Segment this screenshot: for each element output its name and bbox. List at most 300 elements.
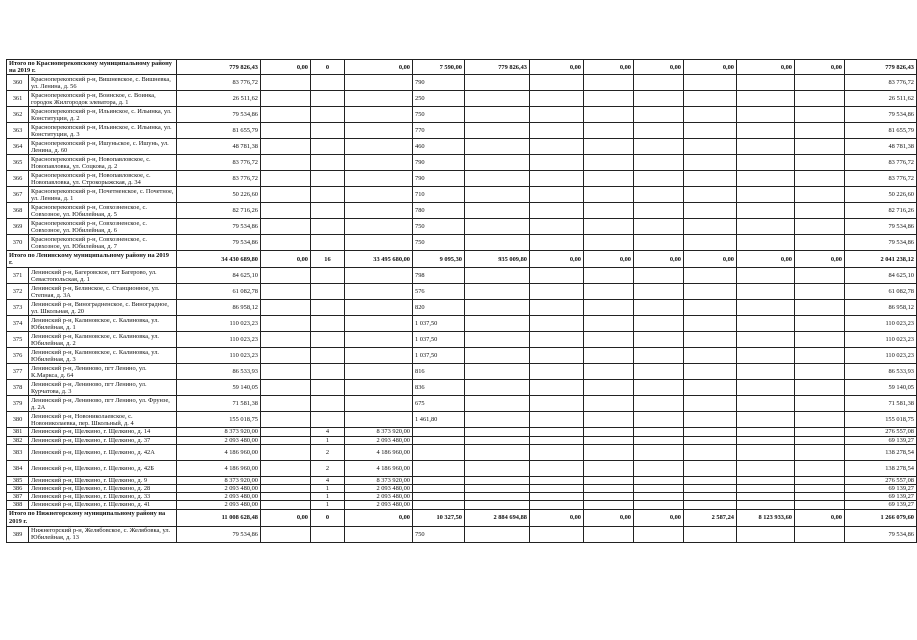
cell-c1: 4 186 960,00 [177, 460, 261, 476]
row-number: 389 [7, 526, 29, 542]
cell-c13: 83 776,72 [845, 155, 917, 171]
cell-c6 [465, 364, 530, 380]
row-number: 385 [7, 476, 29, 484]
cell-c10 [684, 203, 737, 219]
cell-c7 [530, 235, 584, 251]
cell-c13: 69 139,27 [845, 493, 917, 501]
cell-c9 [634, 444, 684, 460]
cell-c13: 79 534,86 [845, 235, 917, 251]
cell-c7 [530, 268, 584, 284]
cell-c2 [261, 75, 311, 91]
address-cell: Ленинский р-н, Калиновское, с. Калиновка, ул. Юбилейная, д. 1 [29, 316, 177, 332]
cell-c4 [345, 332, 413, 348]
address-cell: Ленинский р-н, Белинское, с. Станционное, ул. Степная, д. 3А [29, 284, 177, 300]
cell-c12 [795, 316, 845, 332]
cell-c2 [261, 444, 311, 460]
cell-c6 [465, 476, 530, 484]
address-cell: Ленинский р-н, Щелкино, г. Щелкино, д. 28 [29, 485, 177, 493]
cell-c8 [584, 284, 634, 300]
cell-c3 [311, 107, 345, 123]
cell-c12: 0,00 [795, 60, 845, 75]
cell-c8 [584, 235, 634, 251]
cell-c3: 1 [311, 436, 345, 444]
cell-c7 [530, 476, 584, 484]
table-row [7, 219, 917, 235]
cell-c9 [634, 187, 684, 203]
address-cell: Ленинский р-н, Щелкино, г. Щелкино, д. 9 [29, 476, 177, 484]
cell-c10 [684, 332, 737, 348]
cell-c11 [737, 123, 795, 139]
row-number: 371 [7, 268, 29, 284]
cell-c6 [465, 300, 530, 316]
cell-c3 [311, 316, 345, 332]
cell-c3 [311, 171, 345, 187]
cell-c1: 4 186 960,00 [177, 444, 261, 460]
cell-c8 [584, 493, 634, 501]
table-row [7, 235, 917, 251]
cell-c13: 779 826,43 [845, 60, 917, 75]
cell-c7 [530, 107, 584, 123]
cell-c4 [345, 364, 413, 380]
cell-c4: 2 093 480,00 [345, 436, 413, 444]
table-row [7, 501, 917, 509]
cell-c4 [345, 316, 413, 332]
total-row [7, 251, 917, 268]
cell-c9 [634, 139, 684, 155]
cell-c11 [737, 155, 795, 171]
cell-c3 [311, 332, 345, 348]
cell-c1: 50 226,60 [177, 187, 261, 203]
cell-c12: 0,00 [795, 509, 845, 526]
cell-c13: 69 139,27 [845, 436, 917, 444]
cell-c3 [311, 284, 345, 300]
cell-c5: 770 [413, 123, 465, 139]
cell-c11 [737, 436, 795, 444]
cell-c5: 7 590,00 [413, 60, 465, 75]
cell-c12 [795, 364, 845, 380]
cell-c4 [345, 235, 413, 251]
cell-c8 [584, 348, 634, 364]
cell-c12 [795, 171, 845, 187]
cell-c7 [530, 485, 584, 493]
cell-c2 [261, 460, 311, 476]
cell-c3: 0 [311, 60, 345, 75]
cell-c9 [634, 107, 684, 123]
table-row [7, 428, 917, 436]
table-row [7, 348, 917, 364]
row-number: 369 [7, 219, 29, 235]
cell-c10 [684, 300, 737, 316]
address-cell: Ленинский р-н, Щелкино, г. Щелкино, д. 41 [29, 501, 177, 509]
cell-c10 [684, 268, 737, 284]
table-row [7, 364, 917, 380]
cell-c6 [465, 203, 530, 219]
cell-c9 [634, 268, 684, 284]
cell-c4 [345, 380, 413, 396]
address-cell: Ленинский р-н, Щелкино, г. Щелкино, д. 37 [29, 436, 177, 444]
cell-c3: 2 [311, 460, 345, 476]
table-row [7, 485, 917, 493]
cell-c3 [311, 300, 345, 316]
cell-c1: 61 082,78 [177, 284, 261, 300]
cell-c10 [684, 364, 737, 380]
cell-c3 [311, 526, 345, 542]
cell-c11 [737, 348, 795, 364]
cell-c5: 836 [413, 380, 465, 396]
cell-c9 [634, 412, 684, 428]
cell-c8 [584, 123, 634, 139]
cell-c1: 83 776,72 [177, 155, 261, 171]
cell-c10 [684, 444, 737, 460]
address-cell: Красноперекопский р-н, Совхозненское, с. Совхозное, ул. Юбилейная, д. 7 [29, 235, 177, 251]
cell-c9 [634, 75, 684, 91]
cell-c6 [465, 284, 530, 300]
cell-c9 [634, 460, 684, 476]
cell-c5: 798 [413, 268, 465, 284]
cell-c9: 0,00 [634, 509, 684, 526]
cell-c13: 61 082,78 [845, 284, 917, 300]
row-number: 381 [7, 428, 29, 436]
cell-c8 [584, 444, 634, 460]
cell-c6 [465, 91, 530, 107]
cell-c13: 110 023,23 [845, 332, 917, 348]
cell-c12 [795, 476, 845, 484]
cell-c2 [261, 107, 311, 123]
cell-c2 [261, 219, 311, 235]
cell-c12 [795, 107, 845, 123]
cell-c10 [684, 235, 737, 251]
cell-c13: 69 139,27 [845, 501, 917, 509]
cell-c2 [261, 364, 311, 380]
cell-c12 [795, 526, 845, 542]
row-number: 376 [7, 348, 29, 364]
cell-c13: 83 776,72 [845, 75, 917, 91]
cell-c12 [795, 332, 845, 348]
cell-c10 [684, 75, 737, 91]
cell-c12 [795, 235, 845, 251]
cell-c5: 9 095,30 [413, 251, 465, 268]
row-number: 380 [7, 412, 29, 428]
address-cell: Красноперекопский р-н, Совхозненское, с. Совхозное, ул. Юбилейная, д. 5 [29, 203, 177, 219]
cell-c13: 276 557,08 [845, 476, 917, 484]
cell-c5: 1 037,50 [413, 348, 465, 364]
cell-c11 [737, 485, 795, 493]
cell-c2: 0,00 [261, 251, 311, 268]
cell-c2 [261, 300, 311, 316]
cell-c7 [530, 348, 584, 364]
cell-c6 [465, 107, 530, 123]
cell-c3 [311, 412, 345, 428]
cell-c1: 79 534,86 [177, 219, 261, 235]
cell-c7 [530, 501, 584, 509]
cell-c12 [795, 187, 845, 203]
cell-c7 [530, 444, 584, 460]
cell-c2 [261, 485, 311, 493]
cell-c6: 779 826,43 [465, 60, 530, 75]
address-cell: Ленинский р-н, Виноградненское, с. Виноградное, ул. Школьная, д. 20 [29, 300, 177, 316]
cell-c13: 84 625,10 [845, 268, 917, 284]
cell-c11 [737, 501, 795, 509]
cell-c13: 79 534,86 [845, 219, 917, 235]
cell-c6: 935 009,80 [465, 251, 530, 268]
cell-c6 [465, 187, 530, 203]
address-cell: Ленинский р-н, Калиновское, с. Калиновка, ул. Юбилейная, д. 2 [29, 332, 177, 348]
address-cell: Красноперекопский р-н, Ишуньское, с. Ишунь, ул. Ленина, д. 60 [29, 139, 177, 155]
cell-c10: 0,00 [684, 251, 737, 268]
cell-c12 [795, 436, 845, 444]
cell-c3: 1 [311, 493, 345, 501]
address-cell: Красноперекопский р-н, Ильинское, с. Ильинка, ул. Конституции, д. 2 [29, 107, 177, 123]
cell-c12: 0,00 [795, 251, 845, 268]
cell-c2 [261, 348, 311, 364]
cell-c4 [345, 75, 413, 91]
cell-c9 [634, 235, 684, 251]
table-row [7, 123, 917, 139]
cell-c8 [584, 332, 634, 348]
row-number: 370 [7, 235, 29, 251]
address-cell: Ленинский р-н, Калиновское, с. Калиновка, ул. Юбилейная, д. 3 [29, 348, 177, 364]
cell-c9 [634, 493, 684, 501]
cell-c2 [261, 139, 311, 155]
cell-c6: 2 884 694,88 [465, 509, 530, 526]
cell-c2 [261, 380, 311, 396]
cell-c7 [530, 187, 584, 203]
cell-c4 [345, 123, 413, 139]
table-row [7, 268, 917, 284]
cell-c12 [795, 75, 845, 91]
cell-c7 [530, 203, 584, 219]
cell-c10 [684, 123, 737, 139]
cell-c3 [311, 139, 345, 155]
cell-c8 [584, 107, 634, 123]
cell-c6 [465, 235, 530, 251]
address-cell: Ленинский р-н, Щелкино, г. Щелкино, д. 33 [29, 493, 177, 501]
cell-c9 [634, 436, 684, 444]
cell-c13: 276 557,08 [845, 428, 917, 436]
cell-c7 [530, 219, 584, 235]
cell-c13: 26 511,62 [845, 91, 917, 107]
table-row [7, 444, 917, 460]
cell-c5: 790 [413, 75, 465, 91]
cell-c6 [465, 460, 530, 476]
cell-c10 [684, 501, 737, 509]
table-row [7, 316, 917, 332]
cell-c10 [684, 348, 737, 364]
cell-c11 [737, 364, 795, 380]
cell-c12 [795, 139, 845, 155]
table-row [7, 187, 917, 203]
cell-c11 [737, 316, 795, 332]
cell-c9 [634, 348, 684, 364]
address-cell: Красноперекопский р-н, Вишневское, с. Вишневка, ул. Ленина, д. 56 [29, 75, 177, 91]
row-number: 365 [7, 155, 29, 171]
cell-c2 [261, 428, 311, 436]
cell-c7 [530, 396, 584, 412]
cell-c13: 82 716,26 [845, 203, 917, 219]
address-cell: Ленинский р-н, Лениново, пгт Ленино, ул. Курчатова, д. 3 [29, 380, 177, 396]
cell-c6 [465, 485, 530, 493]
cell-c11 [737, 219, 795, 235]
cell-c10 [684, 476, 737, 484]
row-number: 360 [7, 75, 29, 91]
cell-c8 [584, 380, 634, 396]
cell-c5: 750 [413, 107, 465, 123]
cell-c11 [737, 75, 795, 91]
cell-c13: 110 023,23 [845, 316, 917, 332]
cell-c4 [345, 91, 413, 107]
cell-c11 [737, 460, 795, 476]
cell-c2 [261, 187, 311, 203]
cell-c1: 26 511,62 [177, 91, 261, 107]
cell-c9 [634, 428, 684, 436]
cell-c6 [465, 123, 530, 139]
cell-c9 [634, 219, 684, 235]
cell-c6 [465, 444, 530, 460]
cell-c2: 0,00 [261, 60, 311, 75]
cell-c10 [684, 380, 737, 396]
cell-c5 [413, 501, 465, 509]
cell-c6 [465, 75, 530, 91]
cell-c9: 0,00 [634, 60, 684, 75]
cell-c1: 86 533,93 [177, 364, 261, 380]
address-cell: Ленинский р-н, Лениново, пгт Ленино, ул. К.Маркса, д. 64 [29, 364, 177, 380]
cell-c4: 8 373 920,00 [345, 428, 413, 436]
cell-c2 [261, 332, 311, 348]
cell-c10 [684, 171, 737, 187]
cell-c9 [634, 155, 684, 171]
table-row [7, 460, 917, 476]
table-row [7, 476, 917, 484]
cell-c7 [530, 412, 584, 428]
row-number: 377 [7, 364, 29, 380]
cell-c5: 790 [413, 155, 465, 171]
cell-c3 [311, 203, 345, 219]
table-row [7, 203, 917, 219]
total-label: Итого по Красноперекопскому муниципальному району на 2019 г. [7, 60, 177, 75]
cell-c12 [795, 284, 845, 300]
cell-c4: 4 186 960,00 [345, 460, 413, 476]
cell-c4 [345, 107, 413, 123]
cell-c9: 0,00 [634, 251, 684, 268]
address-cell: Ленинский р-н, Новониколаевское, с. Новониколаевка, пер. Школьный, д. 4 [29, 412, 177, 428]
cell-c3 [311, 75, 345, 91]
table-row [7, 155, 917, 171]
cell-c9 [634, 501, 684, 509]
cell-c1: 59 140,05 [177, 380, 261, 396]
row-number: 387 [7, 493, 29, 501]
cell-c10 [684, 284, 737, 300]
total-label: Итого по Нижнегорскому муниципальному району на 2019 г. [7, 509, 177, 526]
cell-c3 [311, 123, 345, 139]
cell-c13: 110 023,23 [845, 348, 917, 364]
cell-c6 [465, 316, 530, 332]
cell-c1: 2 093 480,00 [177, 485, 261, 493]
row-number: 379 [7, 396, 29, 412]
cell-c12 [795, 348, 845, 364]
cell-c1: 110 023,23 [177, 316, 261, 332]
cell-c13: 1 266 079,60 [845, 509, 917, 526]
cell-c6 [465, 380, 530, 396]
cell-c7 [530, 364, 584, 380]
cell-c5 [413, 485, 465, 493]
cell-c8: 0,00 [584, 509, 634, 526]
cell-c3: 16 [311, 251, 345, 268]
cell-c4 [345, 268, 413, 284]
cell-c9 [634, 316, 684, 332]
cell-c4 [345, 412, 413, 428]
cell-c13: 81 655,79 [845, 123, 917, 139]
cell-c8 [584, 268, 634, 284]
cell-c11 [737, 300, 795, 316]
total-label: Итого по Ленинскому муниципальному району на 2019 г. [7, 251, 177, 268]
cell-c12 [795, 268, 845, 284]
cell-c3: 1 [311, 501, 345, 509]
cell-c13: 138 278,54 [845, 460, 917, 476]
cell-c1: 84 625,10 [177, 268, 261, 284]
cell-c4 [345, 348, 413, 364]
cell-c2 [261, 396, 311, 412]
cell-c11 [737, 380, 795, 396]
cell-c11 [737, 332, 795, 348]
cell-c8 [584, 155, 634, 171]
cell-c8 [584, 501, 634, 509]
cell-c11 [737, 412, 795, 428]
cell-c3 [311, 91, 345, 107]
cell-c2 [261, 526, 311, 542]
table-row [7, 300, 917, 316]
cell-c3 [311, 187, 345, 203]
cell-c10 [684, 91, 737, 107]
cell-c4 [345, 139, 413, 155]
cell-c8 [584, 526, 634, 542]
capital-repair-table [6, 59, 917, 543]
cell-c10: 2 587,24 [684, 509, 737, 526]
cell-c8 [584, 485, 634, 493]
cell-c2 [261, 203, 311, 219]
cell-c7 [530, 75, 584, 91]
address-cell: Ленинский р-н, Лениново, пгт Ленино, ул. Фрунзе, д. 2А [29, 396, 177, 412]
cell-c8 [584, 428, 634, 436]
row-number: 368 [7, 203, 29, 219]
row-number: 388 [7, 501, 29, 509]
cell-c11 [737, 396, 795, 412]
address-cell: Красноперекопский р-н, Новопавловское, с. Новопавловка, ул. Соцкова, д. 2 [29, 155, 177, 171]
cell-c11: 0,00 [737, 251, 795, 268]
row-number: 363 [7, 123, 29, 139]
cell-c2 [261, 155, 311, 171]
cell-c8: 0,00 [584, 251, 634, 268]
table-row [7, 436, 917, 444]
cell-c1: 155 018,75 [177, 412, 261, 428]
cell-c4: 33 495 680,00 [345, 251, 413, 268]
cell-c4 [345, 526, 413, 542]
table-row [7, 332, 917, 348]
cell-c8 [584, 187, 634, 203]
cell-c12 [795, 444, 845, 460]
cell-c10 [684, 396, 737, 412]
cell-c10 [684, 139, 737, 155]
cell-c9 [634, 123, 684, 139]
cell-c11 [737, 91, 795, 107]
table-row [7, 139, 917, 155]
cell-c10: 0,00 [684, 60, 737, 75]
cell-c5 [413, 428, 465, 436]
cell-c8: 0,00 [584, 60, 634, 75]
cell-c11 [737, 444, 795, 460]
cell-c9 [634, 526, 684, 542]
table-row [7, 396, 917, 412]
cell-c5: 750 [413, 526, 465, 542]
